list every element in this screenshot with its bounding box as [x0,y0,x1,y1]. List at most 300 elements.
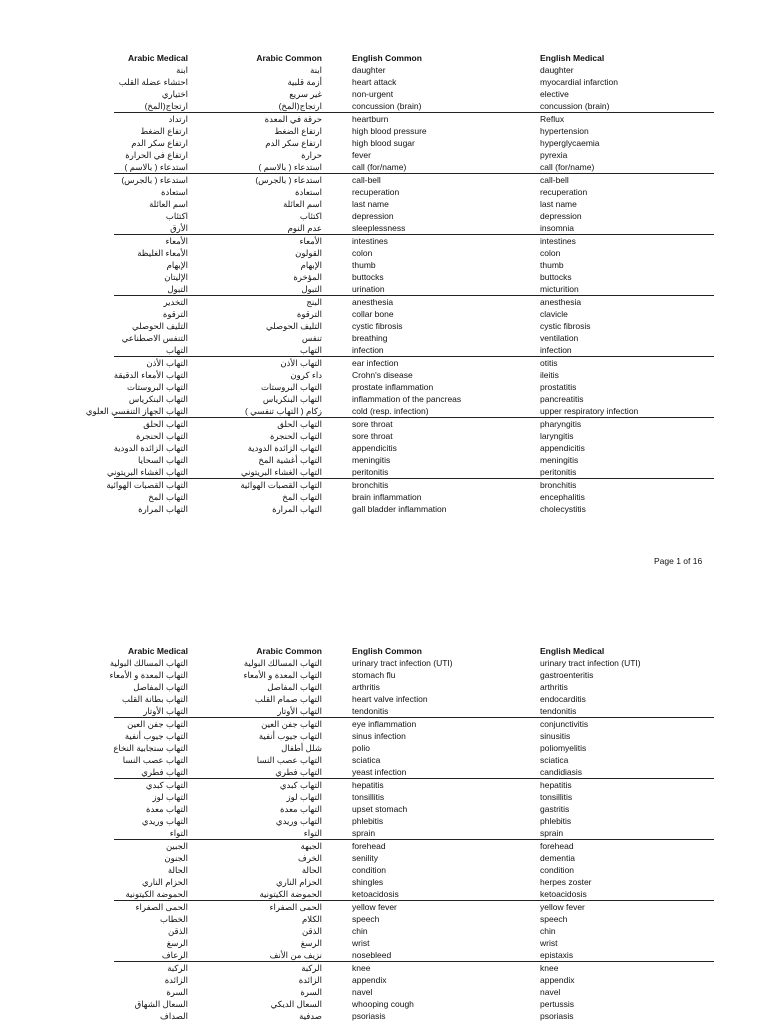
cell-arabic-medical: التهاب الزائدة الدودية [113,443,188,453]
cell-english-medical: navel [540,987,561,997]
cell-arabic-medical: الإليتان [164,272,188,282]
cell-english-common: yeast infection [352,767,407,777]
table-row [114,839,714,852]
cell-arabic-common: الإبهام [300,260,322,270]
cell-english-common: whooping cough [352,999,414,1009]
cell-arabic-medical: الخطاب [159,914,188,924]
cell-english-common: high blood sugar [352,138,415,148]
cell-english-medical: otitis [540,358,558,368]
cell-arabic-medical: الركبة [167,963,188,973]
page-number: Page 1 of 16 [654,556,703,566]
table-header [114,645,714,657]
cell-english-medical: endocarditis [540,694,586,704]
cell-english-medical: poliomyelitis [540,743,587,753]
cell-arabic-common: التهاب عصب النسا [256,755,322,765]
table-row [114,161,714,173]
table-row [114,925,714,937]
cell-english-common: phlebitis [352,816,384,826]
cell-arabic-medical: التهاب عصب النسا [122,755,188,765]
cell-arabic-medical: التهاب المسالك البولية [109,658,188,668]
cell-english-common: stomach flu [352,670,396,680]
cell-english-common: thumb [352,260,376,270]
cell-english-medical: pharyngitis [540,419,582,429]
cell-arabic-medical: التهاب كبدي [145,780,188,790]
cell-arabic-common: صدفية [299,1011,322,1021]
cell-english-medical: psoriasis [540,1011,574,1021]
table-row [114,381,714,393]
cell-english-medical: appendix [540,975,575,985]
cell-arabic-common: الكلام [302,914,322,924]
cell-english-medical: buttocks [540,272,572,282]
cell-arabic-common: ابنة [310,65,322,75]
cell-english-common: cold (resp. infection) [352,406,429,416]
cell-arabic-common: التليف الحوصلي [265,321,322,331]
cell-arabic-medical: التليف الحوصلي [131,321,188,331]
cell-english-medical: phlebitis [540,816,572,826]
cell-english-medical: colon [540,248,561,258]
cell-english-medical: call-bell [540,175,569,185]
table-row [114,271,714,283]
cell-arabic-common: استدعاء ( بالجرس) [255,175,322,185]
cell-arabic-common: عدم النوم [287,223,322,233]
table-row [114,112,714,125]
table-row [114,491,714,503]
cell-english-common: peritonitis [352,467,389,477]
table-row [114,803,714,815]
cell-english-common: navel [352,987,373,997]
cell-arabic-medical: الأمعاء الغليظة [137,248,188,258]
cell-arabic-common: التهاب الحنجرة [269,431,322,441]
cell-english-common: cystic fibrosis [352,321,403,331]
table-row [114,888,714,900]
cell-english-medical: clavicle [540,309,568,319]
table-row [109,669,714,681]
table-row [114,137,714,149]
table-row [114,64,714,76]
cell-english-common: eye inflammation [352,719,417,729]
table-row [114,717,714,730]
cell-english-medical: condition [540,865,575,875]
cell-arabic-medical: اسم العائلة [149,199,188,209]
header-arabic-medical: Arabic Medical [128,53,188,63]
table-row [114,454,714,466]
cell-arabic-common: الخرف [298,853,322,863]
table-row [114,681,714,693]
table-row [114,913,714,925]
cell-arabic-medical: التهاب جفن العين [127,719,188,729]
cell-arabic-medical: التهاب البنكرياس [128,394,188,404]
header-english-common: English Common [352,646,422,656]
cell-arabic-medical: التهاب سنجابية النخاع [113,743,188,753]
cell-arabic-common: اكتئاب [299,211,322,221]
header-arabic-medical: Arabic Medical [128,646,188,656]
cell-english-common: forehead [352,841,386,851]
cell-arabic-common: التهاب المسالك البولية [243,658,322,668]
cell-arabic-common: التهاب الزائدة الدودية [247,443,322,453]
cell-english-medical: intestines [540,236,576,246]
table-row [114,1010,714,1022]
cell-english-common: upset stomach [352,804,408,814]
cell-arabic-common: ارتجاج(المخ) [278,101,322,111]
cell-english-medical: knee [540,963,559,973]
cell-english-medical: pertussis [540,999,575,1009]
table-row [114,766,714,778]
cell-arabic-medical: التهاب الغشاء البريتوني [107,467,188,477]
cell-english-common: yellow fever [352,902,397,912]
cell-arabic-common: التواء [303,828,322,838]
cell-english-common: knee [352,963,371,973]
header-arabic-common: Arabic Common [256,53,322,63]
cell-arabic-common: التهاب البنكرياس [262,394,322,404]
cell-arabic-common: داء كرون [290,370,322,380]
cell-arabic-medical: الزائدة [164,975,188,985]
cell-english-medical: candidiasis [540,767,583,777]
cell-arabic-medical: ابنة [176,65,188,75]
cell-arabic-medical: الرسغ [166,938,188,948]
table-row [114,198,714,210]
cell-arabic-common: التهاب معدة [280,804,322,814]
cell-arabic-common: تنفس [301,333,322,343]
cell-english-common: intestines [352,236,388,246]
table-row [114,730,714,742]
cell-english-common: tendonitis [352,706,389,716]
cell-english-common: tonsillitis [352,792,385,802]
cell-english-common: fever [352,150,371,160]
table-row [114,974,714,986]
cell-arabic-medical: التهاب فطري [141,767,188,777]
cell-arabic-common: الجبهة [300,841,322,851]
cell-arabic-common: التهاب كبدي [279,780,322,790]
cell-english-medical: hypertension [540,126,589,136]
cell-english-common: sinus infection [352,731,406,741]
cell-arabic-medical: الحمى الصفراء [135,902,188,912]
table-row [114,778,714,791]
cell-english-medical: prostatitis [540,382,577,392]
cell-english-medical: ketoacidosis [540,889,587,899]
cell-arabic-common: غير سريع [289,89,322,99]
table-row [114,234,714,247]
table-row [114,503,714,515]
cell-arabic-medical: ارتفاع في الحرارة [125,150,188,160]
table-row [114,876,714,888]
cell-arabic-medical: التهاب البروستات [127,382,188,392]
cell-english-medical: sciatica [540,755,569,765]
table-row [114,125,714,137]
cell-arabic-common: التهاب لوز [286,792,322,802]
table-row [114,998,714,1010]
table-row [114,900,714,913]
cell-arabic-common: استعادة [295,187,322,197]
cell-arabic-common: التهاب البروستات [261,382,322,392]
cell-english-common: call (for/name) [352,162,407,172]
cell-english-medical: cystic fibrosis [540,321,591,331]
table-row [114,210,714,222]
cell-arabic-common: شلل أطفال [281,743,322,753]
cell-arabic-common: الترقوة [296,309,322,319]
cell-english-medical: anesthesia [540,297,582,307]
table-header [114,52,714,64]
cell-english-common: Crohn's disease [352,370,413,380]
cell-arabic-medical: التهاب جيوب أنفية [124,731,188,741]
table-row [114,815,714,827]
header-arabic-common: Arabic Common [256,646,322,656]
cell-arabic-medical: التواء [169,828,188,838]
cell-arabic-medical: التهاب القصبات الهوائية [106,480,188,490]
cell-arabic-medical: التهاب الحلق [143,419,188,429]
cell-english-common: condition [352,865,387,875]
cell-english-common: breathing [352,333,388,343]
cell-english-medical: hepatitis [540,780,572,790]
cell-english-common: sore throat [352,431,393,441]
cell-english-common: senility [352,853,378,863]
table-row [114,949,714,961]
glossary-table [85,52,714,515]
cell-arabic-common: القولون [295,248,322,258]
cell-english-medical: depression [540,211,582,221]
glossary-table [109,645,714,1022]
cell-english-common: appendicitis [352,443,397,453]
cell-english-common: sprain [352,828,376,838]
cell-arabic-common: الرسغ [300,938,322,948]
cell-arabic-medical: التهاب لوز [152,792,188,802]
cell-arabic-common: التهاب المفاصل [267,682,322,692]
cell-english-medical: bronchitis [540,480,577,490]
cell-english-medical: urinary tract infection (UTI) [540,658,641,668]
cell-arabic-common: التهاب صمام القلب [254,694,322,704]
cell-english-common: chin [352,926,368,936]
cell-english-common: sore throat [352,419,393,429]
cell-arabic-medical: الجنون [164,853,188,863]
cell-english-medical: ventilation [540,333,579,343]
cell-arabic-common: أزمة قلبية [287,77,322,87]
cell-english-medical: epistaxis [540,950,574,960]
cell-arabic-medical: التهاب الجهاز التنفسي العلوي [85,406,188,416]
cell-english-medical: yellow fever [540,902,585,912]
cell-english-medical: speech [540,914,568,924]
cell-english-medical: thumb [540,260,564,270]
cell-arabic-common: التهاب الأوتار [277,706,322,716]
cell-arabic-medical: اكتئاب [165,211,188,221]
cell-english-common: sleeplessness [352,223,406,233]
cell-arabic-medical: التنفس الاصطناعي [121,333,188,343]
cell-english-common: bronchitis [352,480,389,490]
cell-arabic-medical: السرة [166,987,188,997]
cell-arabic-medical: ارتجاج(المخ) [144,101,188,111]
cell-arabic-common: الحمى الصفراء [269,902,322,912]
table-row [114,100,714,112]
cell-english-medical: tonsillitis [540,792,573,802]
cell-arabic-common: التهاب القصبات الهوائية [240,480,322,490]
cell-english-common: anesthesia [352,297,394,307]
cell-arabic-common: نزيف من الأنف [269,950,322,960]
table-row [114,791,714,803]
cell-arabic-common: التهاب [299,345,322,355]
cell-arabic-common: السعال الديكي [270,999,322,1009]
cell-english-common: high blood pressure [352,126,427,136]
table-row [114,295,714,308]
table-row [114,247,714,259]
cell-english-common: speech [352,914,380,924]
cell-english-medical: sprain [540,828,564,838]
cell-english-common: recuperation [352,187,400,197]
table-row [114,149,714,161]
cell-arabic-common: التهاب المخ [282,492,322,502]
cell-english-medical: laryngitis [540,431,574,441]
cell-english-medical: herpes zoster [540,877,592,887]
cell-arabic-common: الركبة [301,963,322,973]
cell-arabic-medical: الأرق [170,223,188,233]
cell-arabic-medical: السعال الشهاق [134,999,188,1009]
cell-arabic-medical: التهاب بطانة القلب [121,694,188,704]
cell-arabic-common: التهاب أغشية المخ [258,455,322,465]
cell-english-common: urination [352,284,385,294]
document-page-2 [0,640,768,1024]
cell-english-medical: hyperglycaemia [540,138,600,148]
cell-arabic-medical: الترقوة [162,309,188,319]
cell-english-common: daughter [352,65,386,75]
cell-english-medical: conjunctivitis [540,719,589,729]
table-row [114,937,714,949]
cell-arabic-medical: الأمعاء [165,236,188,246]
table-row [114,76,714,88]
cell-arabic-medical: التهاب الأوتار [143,706,188,716]
cell-english-medical: infection [540,345,572,355]
cell-english-medical: upper respiratory infection [540,406,639,416]
cell-arabic-medical: الصداف [160,1011,188,1021]
cell-english-common: concussion (brain) [352,101,422,111]
table-row [106,478,714,491]
cell-arabic-common: الحموضة الكيتونية [259,889,322,899]
table-row [114,827,714,839]
cell-english-common: urinary tract infection (UTI) [352,658,453,668]
cell-english-medical: myocardial infarction [540,77,618,87]
cell-arabic-medical: التخدير [163,297,188,307]
cell-english-medical: gastritis [540,804,570,814]
cell-english-common: meningitis [352,455,391,465]
table-row [114,308,714,320]
cell-english-common: depression [352,211,394,221]
cell-arabic-common: الحالة [301,865,322,875]
table-row [114,356,714,369]
cell-arabic-medical: التهاب المعدة و الأمعاء [109,670,188,680]
cell-english-common: non-urgent [352,89,394,99]
cell-english-common: brain inflammation [352,492,422,502]
cell-english-common: inflammation of the pancreas [352,394,462,404]
table-row [114,852,714,864]
table-row [107,466,714,478]
cell-english-common: ketoacidosis [352,889,399,899]
cell-arabic-common: المؤخرة [293,272,322,282]
table-row [114,332,714,344]
cell-arabic-common: الأمعاء [299,236,322,246]
cell-english-medical: pyrexia [540,150,568,160]
cell-arabic-common: استدعاء ( بالاسم ) [258,162,322,172]
cell-english-medical: micturition [540,284,579,294]
cell-arabic-common: التهاب وريدي [275,816,322,826]
cell-arabic-medical: التهاب الأمعاء الدقيقة [113,370,188,380]
table-row [114,742,714,754]
table-row [114,88,714,100]
cell-arabic-common: السرة [300,987,322,997]
header-english-medical: English Medical [540,53,605,63]
cell-arabic-common: التهاب فطري [275,767,322,777]
cell-english-common: sciatica [352,755,381,765]
cell-arabic-medical: استعادة [161,187,188,197]
cell-english-medical: recuperation [540,187,588,197]
cell-arabic-medical: التهاب الأذن [146,358,188,368]
table-row [114,961,714,974]
table-row [114,430,714,442]
cell-english-medical: sinusitis [540,731,571,741]
cell-arabic-common: ارتفاع سكر الدم [265,138,322,148]
cell-english-medical: gastroenteritis [540,670,594,680]
cell-arabic-common: البنج [306,297,322,307]
cell-arabic-medical: التهاب المخ [148,492,188,502]
table-row [85,405,714,417]
cell-arabic-medical: التهاب [165,345,188,355]
table-row [114,186,714,198]
cell-arabic-common: التهاب الغشاء البريتوني [241,467,322,477]
cell-arabic-medical: التهاب الحنجرة [135,431,188,441]
cell-arabic-medical: الإبهام [166,260,188,270]
cell-english-common: heart attack [352,77,397,87]
table-row [114,393,714,405]
cell-arabic-medical: ارتفاع الضغط [140,126,188,136]
cell-english-medical: arthritis [540,682,568,692]
cell-arabic-common: التهاب جيوب أنفية [258,731,322,741]
cell-english-medical: elective [540,89,569,99]
table-row [114,693,714,705]
cell-english-common: shingles [352,877,384,887]
cell-english-medical: dementia [540,853,575,863]
table-row [114,417,714,430]
cell-arabic-medical: الحزام الناري [142,877,188,887]
cell-english-common: ear infection [352,358,399,368]
table-row [114,320,714,332]
cell-arabic-common: الحزام الناري [276,877,322,887]
cell-arabic-medical: الجبين [165,841,188,851]
cell-arabic-medical: استدعاء ( بالاسم ) [124,162,188,172]
cell-arabic-medical: استدعاء ( بالجرس) [121,175,188,185]
cell-english-medical: concussion (brain) [540,101,610,111]
cell-arabic-medical: الحالة [167,865,188,875]
cell-english-medical: pancreatitis [540,394,584,404]
cell-english-common: hepatitis [352,780,384,790]
cell-arabic-medical: التهاب معدة [146,804,188,814]
table-row [114,705,714,717]
cell-english-common: heartburn [352,114,389,124]
header-english-medical: English Medical [540,646,605,656]
cell-arabic-medical: التهاب المرارة [138,504,188,514]
cell-english-medical: Reflux [540,114,565,124]
cell-english-common: prostate inflammation [352,382,434,392]
cell-english-common: collar bone [352,309,394,319]
cell-arabic-medical: ارتداد [168,114,188,124]
table-row [109,657,714,669]
table-row [114,442,714,454]
cell-english-medical: wrist [540,938,558,948]
cell-arabic-medical: التهاب وريدي [141,816,188,826]
cell-arabic-medical: التهاب السحايا [138,455,188,465]
table-row [114,344,714,356]
cell-english-medical: daughter [540,65,574,75]
cell-arabic-medical: اختياري [161,89,188,99]
cell-arabic-common: الذقن [302,926,322,936]
cell-english-common: appendix [352,975,387,985]
cell-arabic-common: التهاب المعدة و الأمعاء [243,670,322,680]
cell-english-medical: last name [540,199,577,209]
cell-arabic-common: التهاب المرارة [272,504,322,514]
